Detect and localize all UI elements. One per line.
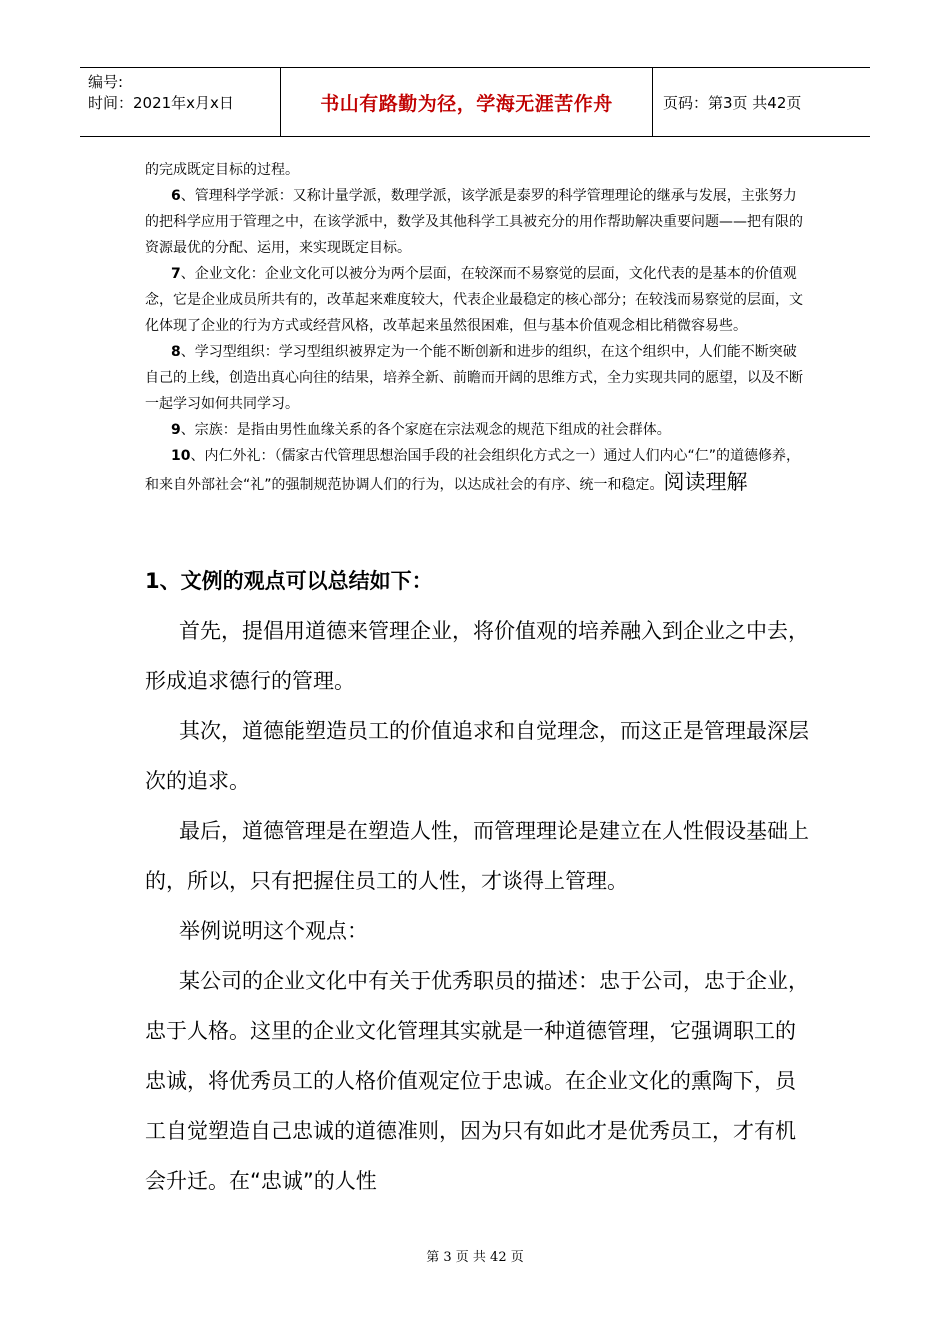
page-header <box>80 67 870 137</box>
header-meta <box>80 68 281 136</box>
item-text: 、管理科学学派：又称计量学派，数理学派，该学派是泰罗的科学管理理论的继承与发展，主张努力的把科学应用于管理之中，在该学派中，数学及其他科学工具被充分的用作帮助解决重要问题——把有限的资源最优的分配、运用，来实现既定目标。 <box>145 188 803 256</box>
reading-section <box>145 556 810 1206</box>
page-footer: 第 3 页 共 42 页 <box>426 1250 524 1265</box>
item-text: 、内仁外礼：（儒家古代管理思想治国手段的社会组织化方式之一）通过人们内心“仁”的道德修养，和来自外部社会“礼”的强制规范协调人们的行为，以达成社会的有序、统一和稳定。 <box>145 448 800 493</box>
item-text: 、企业文化：企业文化可以被分为两个层面，在较深而不易察觉的层面，文化代表的是基本的价值观念，它是企业成员所共有的，改革起来难度较大，代表企业最稳定的核心部分；在较浅而易察觉的层面，文化体现了企业的行为方式或经营风格，改革起来虽然很困难，但与基本价值观念相比稍微容易些。 <box>145 266 803 334</box>
header-page-code: 页码：第3页 共42页 <box>663 93 802 112</box>
paragraph-first: 首先，提倡用道德来管理企业，将价值观的培养融入到企业之中去，形成追求德行的管理。 <box>145 619 809 693</box>
definition-item-6 <box>145 183 810 261</box>
header-motto: 书山有路勤为径，学海无涯苦作舟 <box>281 68 653 136</box>
definition-item-7 <box>145 261 810 339</box>
item-text: 、学习型组织：学习型组织被界定为一个能不断创新和进步的组织，在这个组织中，人们能不断突破自己的上线，创造出真心向往的结果，培养全新、前瞻而开阔的思维方式，全力实现共同的愿望，以及不断一起学习如何共同学习。 <box>145 344 803 412</box>
question-1-title: 1、文例的观点可以总结如下： <box>145 569 433 593</box>
item-text: 、宗族：是指由男性血缘关系的各个家庭在宗法观念的规范下组成的社会群体。 <box>180 422 671 438</box>
paragraph-example: 某公司的企业文化中有关于优秀职员的描述：忠于公司，忠于企业，忠于人格。这里的企业文化管理其实就是一种道德管理，它强调职工的忠诚，将优秀员工的人格价值观定位于忠诚。在企业文化的熏陶下，员工自觉塑造自己忠诚的道德准则，因为只有如此才是优秀员工，才有机会升迁。在“忠诚”的人性 <box>145 969 809 1193</box>
reading-section-title: 阅读理解 <box>663 470 748 494</box>
definition-item-8 <box>145 339 810 417</box>
paragraph-finally: 最后，道德管理是在塑造人性，而管理理论是建立在人性假设基础上的，所以，只有把握住员工的人性，才谈得上管理。 <box>145 819 809 893</box>
document-number-label: 编号: <box>88 73 124 91</box>
definition-item-9 <box>145 417 810 443</box>
definition-item-10 <box>145 443 810 498</box>
item-number: 6 <box>171 188 181 204</box>
paragraph-example-intro: 举例说明这个观点： <box>179 919 368 943</box>
item-number: 9 <box>171 422 181 438</box>
paragraph-second: 其次，道德能塑造员工的价值追求和自觉理念，而这正是管理最深层次的追求。 <box>145 719 809 793</box>
item-number: 8 <box>171 344 181 360</box>
document-date: 时间：2021年x月x日 <box>88 94 234 112</box>
item-number: 10 <box>171 448 191 464</box>
item-number: 7 <box>171 266 181 282</box>
definitions-section <box>145 157 810 498</box>
definition-continuation: 的完成既定目标的过程。 <box>145 162 299 178</box>
